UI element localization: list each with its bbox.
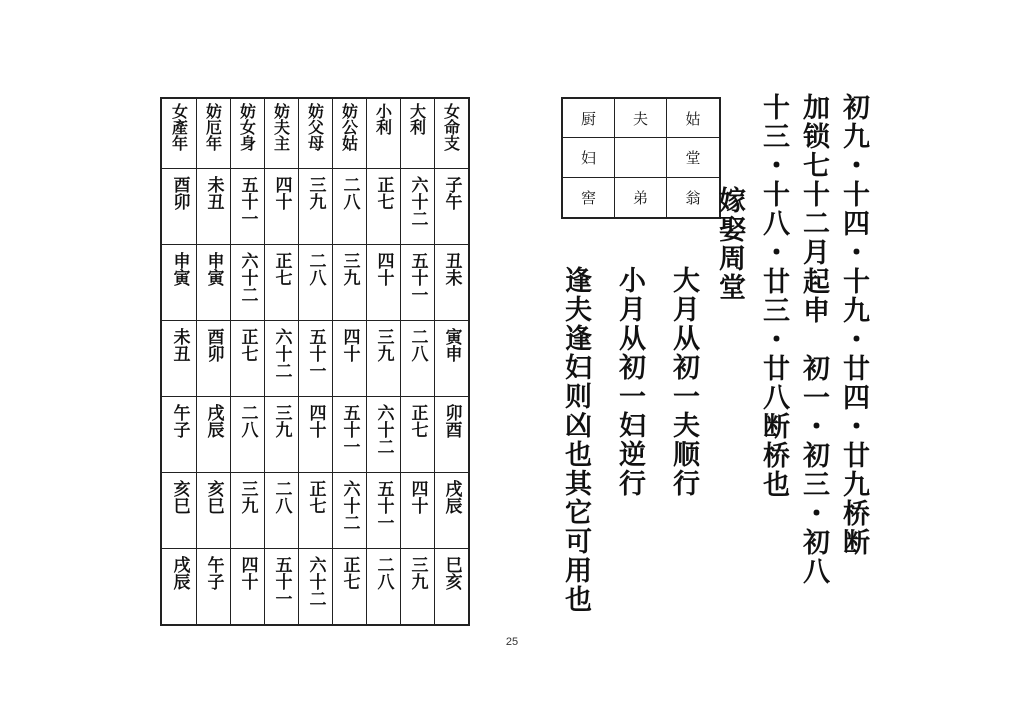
table-cell <box>434 328 468 362</box>
table-cell <box>400 176 434 227</box>
table-cell-text: 戌辰 <box>203 404 224 438</box>
table-cell <box>162 556 196 590</box>
table-cell <box>264 480 298 514</box>
table-cell <box>264 176 298 210</box>
table-cell-text: 六十二 <box>373 404 394 455</box>
table-cell-text: 三九 <box>271 404 292 438</box>
table-cell-text: 四十 <box>305 404 326 438</box>
table-cell-text: 酉卯 <box>169 176 190 210</box>
table-cell-text: 丑未 <box>441 252 462 286</box>
table-cell-text: 六十二 <box>305 556 326 607</box>
column-header-text: 妨公姑 <box>339 103 359 151</box>
table-cell-text: 未丑 <box>169 328 190 362</box>
table-cell <box>332 328 366 362</box>
column-header-text: 妨父母 <box>305 103 325 151</box>
table-cell <box>230 176 264 227</box>
table-cell <box>196 252 230 286</box>
column-header <box>332 103 366 151</box>
table-cell-text: 三九 <box>305 176 326 210</box>
table-cell <box>196 404 230 438</box>
table-cell <box>332 556 366 590</box>
table-cell-text: 六十二 <box>237 252 258 303</box>
table-cell <box>264 328 298 379</box>
rule-line-3: 逢夫逢妇则凶也其它可用也 <box>560 266 591 614</box>
table-cell-text: 六十二 <box>339 480 360 531</box>
table-cell-text: 亥巳 <box>203 480 224 514</box>
column-header-text: 妨夫主 <box>271 103 291 151</box>
table-cell-text: 四十 <box>407 480 428 514</box>
table-cell <box>434 480 468 514</box>
table-cell <box>196 176 230 210</box>
table-cell-text: 三九 <box>339 252 360 286</box>
table-cell-text: 申寅 <box>169 252 190 286</box>
table-cell-text: 戌辰 <box>169 556 190 590</box>
table-cell <box>230 252 264 303</box>
table-cell <box>264 252 298 286</box>
column-header <box>196 103 230 151</box>
text-column-1: 初九・十四・十九・廿四・廿九桥断 <box>838 93 869 557</box>
table-cell-text: 午子 <box>203 556 224 590</box>
table-cell-text: 五十一 <box>339 404 360 455</box>
table-cell-text: 五十一 <box>271 556 292 607</box>
table-cell-text: 六十二 <box>271 328 292 379</box>
table-cell-text: 三九 <box>407 556 428 590</box>
grid-cell: 堂 <box>667 138 719 177</box>
table-cell <box>196 480 230 514</box>
text-column-3: 十三・十八・廿三・廿八断桥也 <box>758 93 789 499</box>
table-cell-text: 酉卯 <box>203 328 224 362</box>
table-cell <box>162 328 196 362</box>
table-cell <box>196 328 230 362</box>
table-cell <box>400 328 434 362</box>
table-cell-text: 二八 <box>305 252 326 286</box>
table-cell <box>366 480 400 531</box>
column-header <box>400 103 434 135</box>
table-cell <box>332 404 366 455</box>
table-cell <box>230 404 264 438</box>
table-cell-text: 五十一 <box>373 480 394 531</box>
table-cell <box>434 556 468 590</box>
table-cell-text: 四十 <box>339 328 360 362</box>
column-header <box>298 103 332 151</box>
table-cell <box>400 480 434 514</box>
table-cell <box>366 556 400 590</box>
table-cell-text: 卯酉 <box>441 404 462 438</box>
table-cell <box>434 252 468 286</box>
table-cell <box>366 176 400 210</box>
rule-line-1: 大月从初一夫顺行 <box>668 266 699 498</box>
table-cell <box>298 176 332 210</box>
table-cell-text: 五十一 <box>237 176 258 227</box>
table-cell-text: 四十 <box>271 176 292 210</box>
table-cell-text: 五十一 <box>305 328 326 379</box>
table-cell-text: 申寅 <box>203 252 224 286</box>
table-cell-text: 四十 <box>373 252 394 286</box>
table-cell <box>400 556 434 590</box>
table-cell <box>332 480 366 531</box>
column-header <box>230 103 264 151</box>
column-header <box>434 103 468 151</box>
table-cell <box>230 480 264 514</box>
table-cell <box>298 480 332 514</box>
table-cell <box>264 556 298 607</box>
section-title: 嫁娶周堂 <box>714 186 745 302</box>
table-cell <box>264 404 298 438</box>
table-cell <box>162 480 196 514</box>
table-cell <box>332 252 366 286</box>
grid-cell: 窖 <box>563 178 615 217</box>
table-cell <box>230 328 264 362</box>
table-cell <box>196 556 230 590</box>
column-header-text: 女命支 <box>441 103 461 151</box>
table-cell <box>162 252 196 286</box>
zhoutang-grid <box>561 97 721 219</box>
table-cell <box>162 404 196 438</box>
table-cell <box>162 176 196 210</box>
table-cell <box>400 252 434 303</box>
table-cell-text: 正七 <box>237 328 258 362</box>
page-number: 25 <box>505 636 519 648</box>
table-cell <box>298 252 332 286</box>
grid-cell-center <box>615 138 667 177</box>
grid-cell: 厨 <box>563 99 615 138</box>
grid-cell: 翁 <box>685 188 701 207</box>
rule-line-2: 小月从初一妇逆行 <box>614 266 645 498</box>
column-header-text: 小利 <box>373 103 393 135</box>
table-cell-text: 亥巳 <box>169 480 190 514</box>
table-cell-text: 二八 <box>373 556 394 590</box>
table-cell-text: 三九 <box>237 480 258 514</box>
table-cell-text: 正七 <box>305 480 326 514</box>
table-cell-text: 二八 <box>339 176 360 210</box>
table-cell-text: 寅申 <box>441 328 462 362</box>
grid-cell: 妇 <box>563 138 615 177</box>
table-cell-text: 正七 <box>271 252 292 286</box>
table-cell-text: 四十 <box>237 556 258 590</box>
table-cell-text: 正七 <box>339 556 360 590</box>
table-cell-text: 三九 <box>373 328 394 362</box>
column-header-text: 女產年 <box>169 103 189 151</box>
table-cell-text: 子午 <box>441 176 462 210</box>
column-header-text: 妨女身 <box>237 103 257 151</box>
table-cell <box>434 404 468 438</box>
table-cell-text: 正七 <box>373 176 394 210</box>
text-column-2: 加锁七十二月起申 初一・初三・初八 <box>798 93 829 586</box>
table-cell-text: 二八 <box>407 328 428 362</box>
table-cell-text: 戌辰 <box>441 480 462 514</box>
table-cell <box>400 404 434 438</box>
table-cell <box>298 556 332 607</box>
table-cell-text: 巳亥 <box>441 556 462 590</box>
table-cell <box>332 176 366 210</box>
column-header <box>162 103 196 151</box>
table-cell <box>366 328 400 362</box>
table-cell-text: 未丑 <box>203 176 224 210</box>
grid-cell: 弟 <box>615 178 667 217</box>
column-header <box>264 103 298 151</box>
table-cell-text: 正七 <box>407 404 428 438</box>
table-cell-text: 午子 <box>169 404 190 438</box>
table-cell-text: 六十二 <box>407 176 428 227</box>
table-cell <box>366 404 400 455</box>
column-header <box>366 103 400 135</box>
column-header-text: 妨厄年 <box>203 103 223 151</box>
table-cell <box>230 556 264 590</box>
table-cell <box>366 252 400 286</box>
table-cell-text: 五十一 <box>407 252 428 303</box>
marriage-table <box>160 97 470 626</box>
table-cell <box>298 328 332 379</box>
grid-cell: 姑 <box>667 99 719 138</box>
grid-cell: 夫 <box>615 99 667 138</box>
table-cell <box>434 176 468 210</box>
column-header-text: 大利 <box>407 103 427 135</box>
table-cell-text: 二八 <box>271 480 292 514</box>
table-cell-text: 二八 <box>237 404 258 438</box>
table-cell <box>298 404 332 438</box>
